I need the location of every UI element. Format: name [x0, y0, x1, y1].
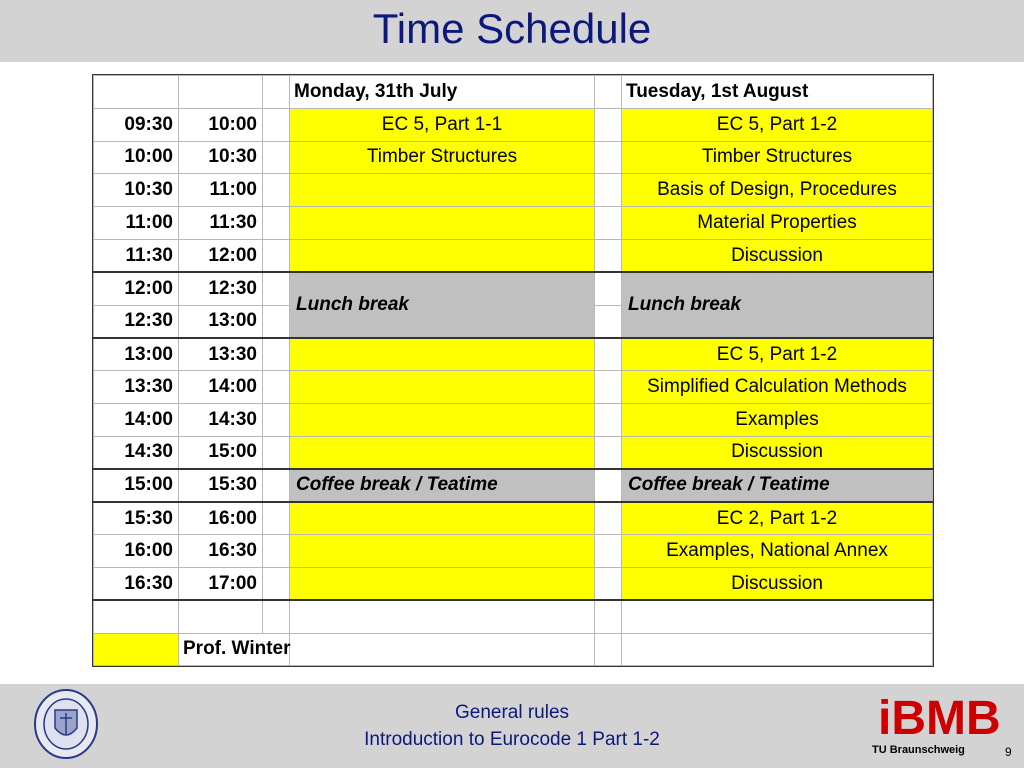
empty-cell [290, 600, 595, 633]
monday-session [290, 174, 595, 207]
table-row [94, 371, 933, 404]
empty-cell [179, 600, 263, 633]
tuesday-session: Basis of Design, Procedures [622, 174, 933, 207]
time-end: 10:30 [179, 141, 263, 174]
monday-coffee-break: Coffee break / Teatime [290, 469, 595, 502]
time-end: 16:30 [179, 535, 263, 568]
footer-line-1: General rules [454, 702, 570, 723]
empty-cell [595, 600, 622, 633]
time-start: 14:30 [94, 436, 179, 469]
tuesday-session: Examples, National Annex [622, 535, 933, 568]
header-gap2 [595, 76, 622, 109]
gap-cell [595, 207, 622, 240]
empty-cell [94, 600, 179, 633]
legend-label: Prof. Winter [179, 633, 290, 666]
tuesday-session: Simplified Calculation Methods [622, 371, 933, 404]
table-row [94, 502, 933, 535]
time-end: 15:00 [179, 436, 263, 469]
empty-cell [290, 633, 595, 666]
time-start: 10:30 [94, 174, 179, 207]
tuesday-session: EC 2, Part 1-2 [622, 502, 933, 535]
table-row [94, 108, 933, 141]
header-empty-start [94, 76, 179, 109]
time-end: 12:00 [179, 239, 263, 272]
gap-cell [595, 108, 622, 141]
tuesday-lunch-break: Lunch break [622, 272, 933, 338]
gap-cell [595, 239, 622, 272]
monday-session [290, 567, 595, 600]
empty-cell [622, 633, 933, 666]
empty-cell [595, 633, 622, 666]
time-end: 11:30 [179, 207, 263, 240]
monday-session [290, 535, 595, 568]
monday-session [290, 239, 595, 272]
gap-cell [595, 436, 622, 469]
gap-cell [595, 371, 622, 404]
time-end: 13:00 [179, 305, 263, 338]
time-start: 15:30 [94, 502, 179, 535]
table-row [94, 239, 933, 272]
university-name: TU Braunschweig [872, 744, 965, 756]
header-monday: Monday, 31th July [290, 76, 595, 109]
gap-cell [595, 567, 622, 600]
time-start: 12:00 [94, 272, 179, 305]
tuesday-coffee-break: Coffee break / Teatime [622, 469, 933, 502]
time-start: 15:00 [94, 469, 179, 502]
table-row [94, 338, 933, 371]
header-gap [263, 76, 290, 109]
header-empty-end [179, 76, 263, 109]
footer-bar [0, 684, 1024, 768]
monday-session [290, 403, 595, 436]
gap-cell [595, 338, 622, 371]
tuesday-session: Timber Structures [622, 141, 933, 174]
gap-cell [595, 272, 622, 305]
time-start: 09:30 [94, 108, 179, 141]
tuesday-session: Discussion [622, 436, 933, 469]
monday-session [290, 502, 595, 535]
time-start: 16:00 [94, 535, 179, 568]
footer-line-2: Introduction to Eurocode 1 Part 1-2 [364, 729, 660, 750]
time-end: 13:30 [179, 338, 263, 371]
empty-cell [263, 600, 290, 633]
gap-cell [595, 469, 622, 502]
gap-cell [595, 535, 622, 568]
gap-cell [263, 305, 290, 338]
gap-cell [263, 567, 290, 600]
schedule-table [93, 75, 933, 666]
table-row [94, 436, 933, 469]
ibmb-logo-text: iBMB [878, 692, 1001, 745]
tuesday-session: Discussion [622, 239, 933, 272]
ibmb-logo [878, 690, 1001, 745]
time-start: 10:00 [94, 141, 179, 174]
time-start: 16:30 [94, 567, 179, 600]
tuesday-session: EC 5, Part 1-2 [622, 108, 933, 141]
empty-row [94, 600, 933, 633]
gap-cell [263, 272, 290, 305]
time-start: 13:00 [94, 338, 179, 371]
table-row [94, 272, 933, 305]
table-row [94, 469, 933, 502]
monday-session [290, 207, 595, 240]
page-number: 9 [1005, 745, 1012, 759]
gap-cell [263, 403, 290, 436]
tuesday-session: Examples [622, 403, 933, 436]
time-start: 11:00 [94, 207, 179, 240]
gap-cell [263, 174, 290, 207]
tuesday-session: EC 5, Part 1-2 [622, 338, 933, 371]
time-end: 14:00 [179, 371, 263, 404]
gap-cell [595, 502, 622, 535]
table-row [94, 403, 933, 436]
time-start: 11:30 [94, 239, 179, 272]
time-start: 14:00 [94, 403, 179, 436]
legend-color-swatch [94, 633, 179, 666]
time-start: 13:30 [94, 371, 179, 404]
gap-cell [263, 207, 290, 240]
gap-cell [595, 305, 622, 338]
monday-session [290, 436, 595, 469]
tuesday-session: Material Properties [622, 207, 933, 240]
time-start: 12:30 [94, 305, 179, 338]
gap-cell [595, 403, 622, 436]
time-end: 14:30 [179, 403, 263, 436]
table-row [94, 174, 933, 207]
table-row [94, 141, 933, 174]
monday-session [290, 371, 595, 404]
gap-cell [263, 239, 290, 272]
gap-cell [263, 436, 290, 469]
gap-cell [263, 338, 290, 371]
monday-session [290, 338, 595, 371]
table-header-row [94, 76, 933, 109]
time-end: 12:30 [179, 272, 263, 305]
table-row [94, 535, 933, 568]
table-row [94, 207, 933, 240]
header-tuesday: Tuesday, 1st August [622, 76, 933, 109]
gap-cell [263, 141, 290, 174]
table-row [94, 567, 933, 600]
monday-session: EC 5, Part 1-1 [290, 108, 595, 141]
gap-cell [263, 535, 290, 568]
gap-cell [595, 174, 622, 207]
time-end: 17:00 [179, 567, 263, 600]
gap-cell [263, 502, 290, 535]
slide-title: Time Schedule [372, 5, 652, 52]
tuesday-session: Discussion [622, 567, 933, 600]
time-end: 15:30 [179, 469, 263, 502]
monday-lunch-break: Lunch break [290, 272, 595, 338]
empty-cell [622, 600, 933, 633]
time-end: 10:00 [179, 108, 263, 141]
time-end: 11:00 [179, 174, 263, 207]
gap-cell [263, 108, 290, 141]
gap-cell [595, 141, 622, 174]
legend-row [94, 633, 933, 666]
time-end: 16:00 [179, 502, 263, 535]
monday-session: Timber Structures [290, 141, 595, 174]
gap-cell [263, 371, 290, 404]
gap-cell [263, 469, 290, 502]
